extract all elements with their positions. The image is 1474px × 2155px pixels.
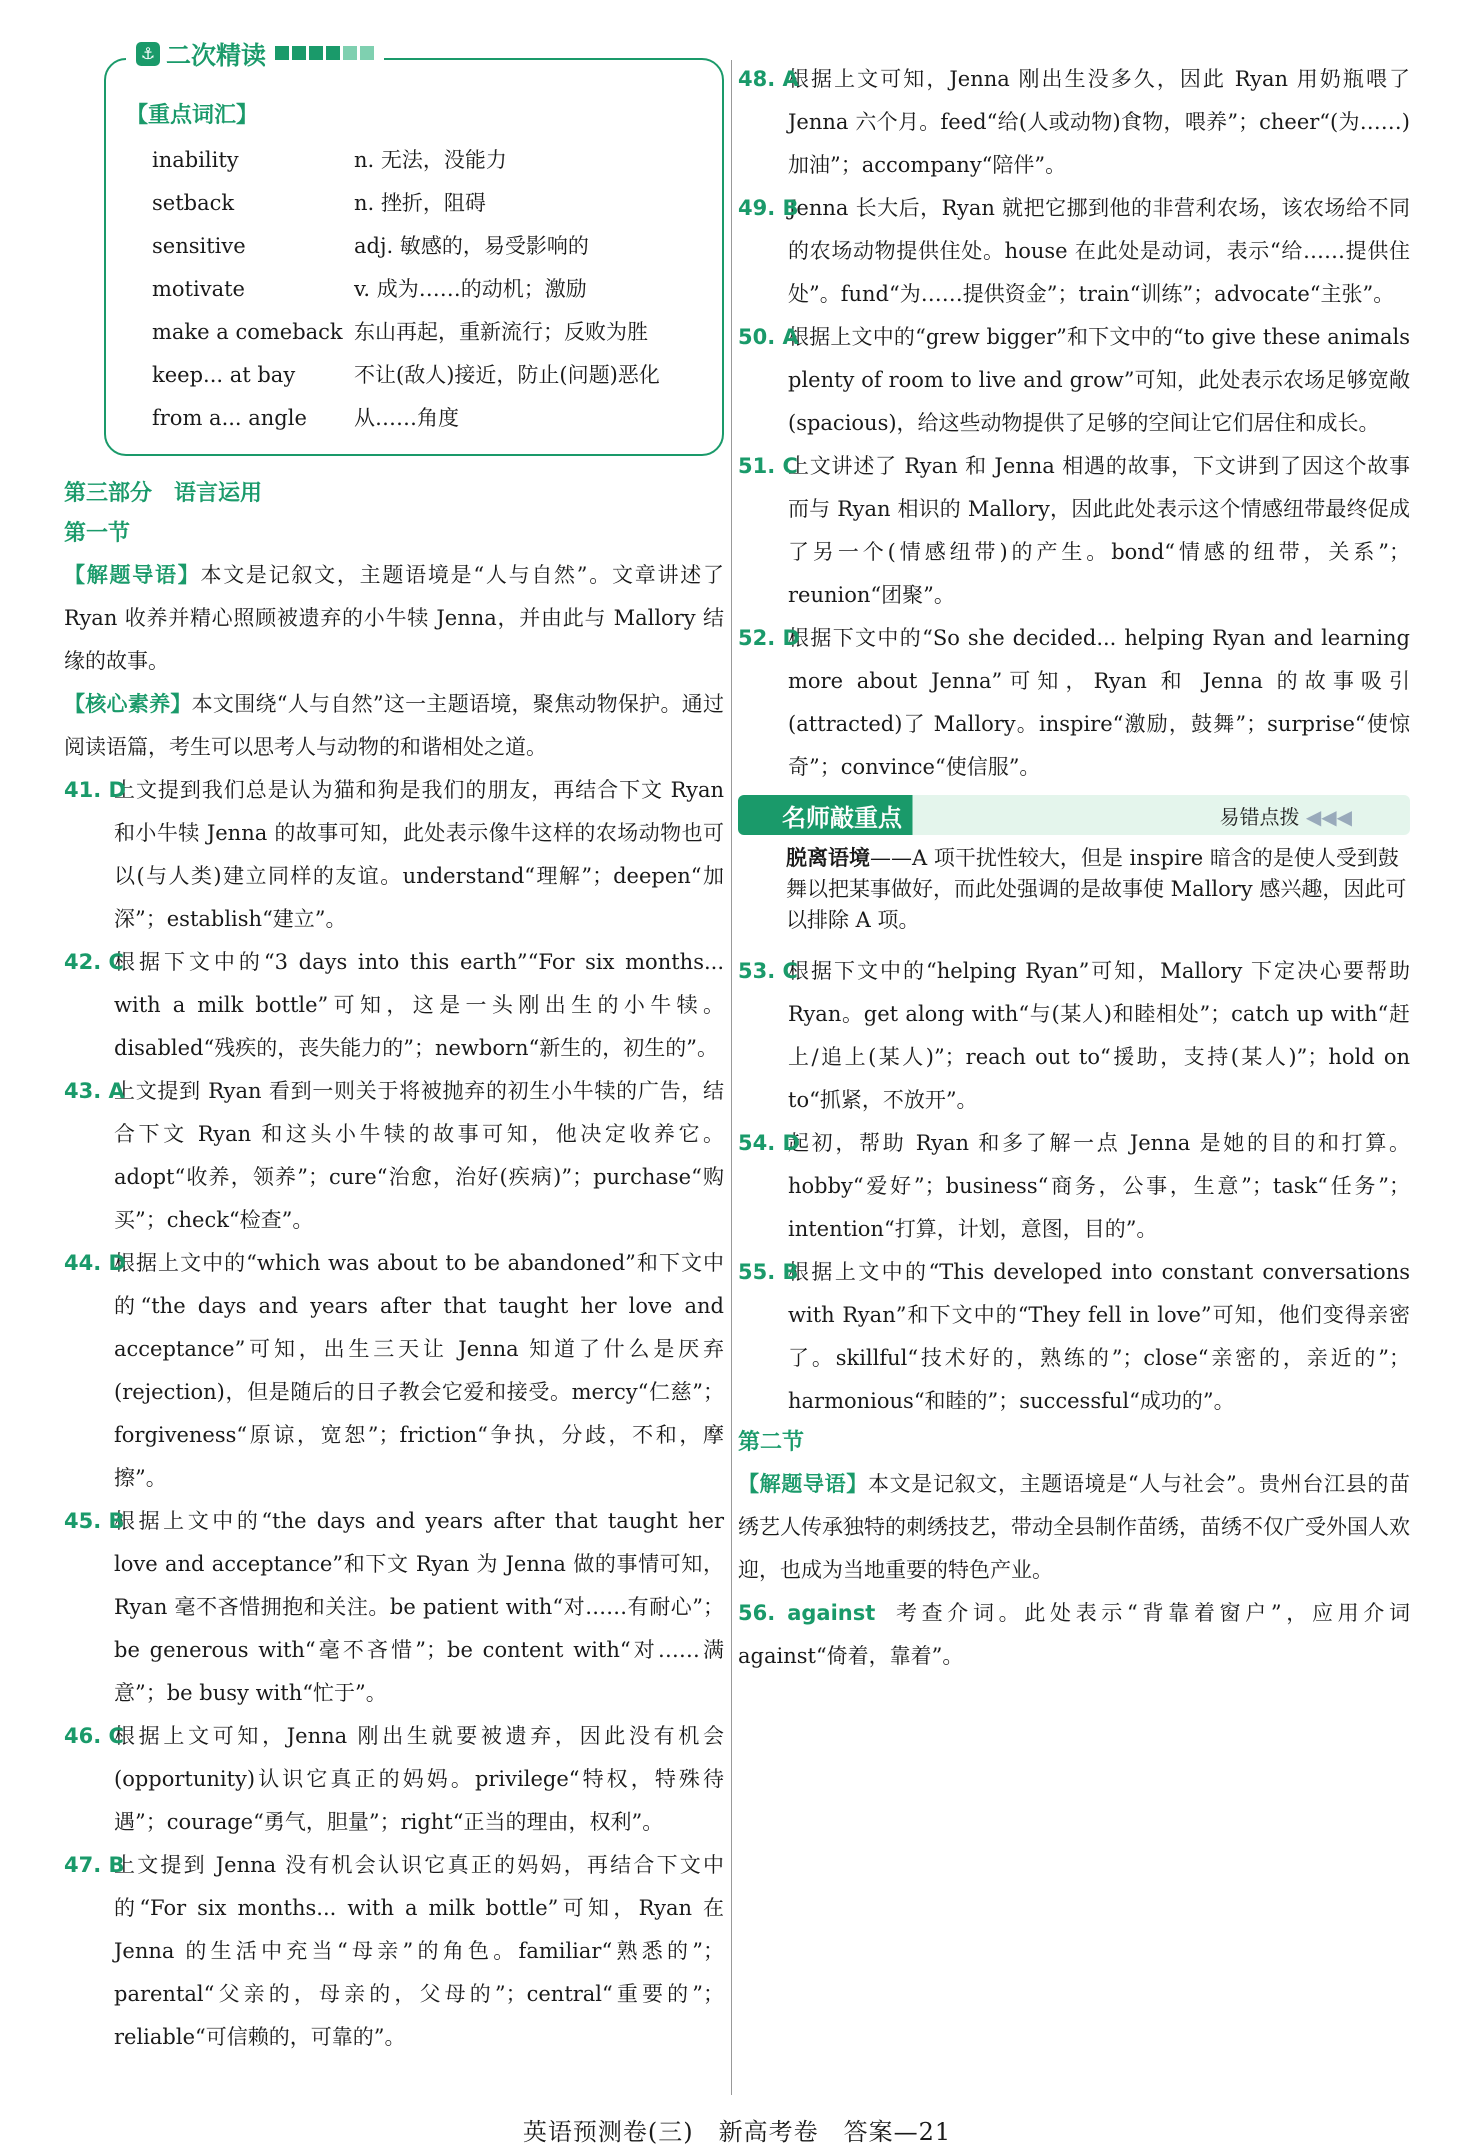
answer-item: 47. B 上文提到 Jenna 没有机会认识它真正的妈妈，再结合下文中的“For six months... with a milk bottle”可知，Ryan 在 Jenna 的生活中充当“母亲”的角色。familiar“熟悉的”；parental“父亲的，母亲的，父母的”；central“重要的”；reliable“可信赖的，可靠的”。 bbox=[64, 1853, 724, 2049]
answer-item: 55. B 根据上文中的“This developed into constant conversations with Ryan”和下文中的“They fell in love”可知，他们变得亲密了。skillful“技术好的，熟练的”；close“亲密的，亲近的”；harmonious“和睦的”；successful“成功的”。 bbox=[738, 1260, 1410, 1413]
answer-item: 45. B 根据上文中的“the days and years after that taught her love and acceptance”和下文 Ryan 为 Jenna 做的事情可知，Ryan 毫不吝惜拥抱和关注。be patient with“对……有耐心”；be generous with“毫不吝惜”；be content with“对……满意”；be busy with“忙于”。 bbox=[64, 1509, 724, 1705]
box-title: ⚓ 二次精读 bbox=[126, 36, 384, 72]
section-title: 第二节 bbox=[738, 1430, 805, 1455]
core-paragraph: 【核心素养】本文围绕“人与自然”这一主题语境，聚焦动物保护。通过阅读语篇，考生可以思考人与动物的和谐相处之道。 bbox=[64, 692, 724, 759]
vocab-row: from a... angle 从……角度 bbox=[152, 406, 459, 430]
answer-item: 51. C 上文讲述了 Ryan 和 Jenna 相遇的故事，下文讲到了因这个故事而与 Ryan 相识的 Mallory，因此此处表示这个情感纽带最终促成了另一个(情感纽带)的产生。bond“情感的纽带，关系”；reunion“团聚”。 bbox=[738, 454, 1410, 607]
vocab-tag: 【重点词汇】 bbox=[126, 103, 259, 128]
guide-paragraph: 【解题导语】本文是记叙文，主题语境是“人与自然”。文章讲述了 Ryan 收养并精心照顾被遗弃的小牛犊 Jenna，并由此与 Mallory 结缘的故事。 bbox=[64, 563, 724, 673]
answer-item: 44. D 根据上文中的“which was about to be abandoned”和下文中的“the days and years after that taught her love and acceptance”可知，出生三天让 Jenna 知道了什么是厌弃(rejection)，但是随后的日子教会它爱和接受。mercy“仁慈”；forgiveness“原谅，宽恕”；friction“争执，分歧，不和，摩擦”。 bbox=[64, 1251, 724, 1490]
vocab-list bbox=[152, 139, 702, 440]
vocab-row: motivate v. 成为……的动机；激励 bbox=[152, 277, 587, 301]
vocab-row: sensitive adj. 敏感的，易受影响的 bbox=[152, 234, 589, 258]
decor-squares-icon bbox=[272, 45, 374, 64]
answer-item: 48. A 根据上文可知，Jenna 刚出生没多久，因此 Ryan 用奶瓶喂了 Jenna 六个月。feed“给(人或动物)食物，喂养”；cheer“(为……)加油”；accompany“陪伴”。 bbox=[738, 67, 1410, 177]
tip-paragraph: 脱离语境——A 项干扰性较大，但是 inspire 暗含的是使人受到鼓舞以把某事做好，而此处强调的是故事使 Mallory 感兴趣，因此可以排除 A 项。 bbox=[786, 846, 1407, 932]
vocab-row: make a comeback 东山再起，重新流行；反败为胜 bbox=[152, 320, 648, 344]
answer-item: 41. D 上文提到我们总是认为猫和狗是我们的朋友，再结合下文 Ryan 和小牛犊 Jenna 的故事可知，此处表示像牛这样的农场动物也可以(与人类)建立同样的友谊。understand“理解”；deepen“加深”；establish“建立”。 bbox=[64, 778, 724, 931]
right-column bbox=[738, 58, 1410, 1678]
teacher-tip-banner bbox=[738, 795, 1410, 835]
vocab-row: setback n. 挫折，阻碍 bbox=[152, 191, 486, 215]
part-title: 第三部分 语言运用 bbox=[64, 481, 263, 506]
page-footer: 英语预测卷(三) 新高考卷 答案—21 bbox=[522, 2118, 952, 2146]
answer-item: 50. A 根据上文中的“grew bigger”和下文中的“to give these animals plenty of room to live and grow”可知，此处表示农场足够宽敞(spacious)，给这些动物提供了足够的空间让它们居住和成长。 bbox=[738, 325, 1410, 435]
answer-item: 46. C 根据上文可知，Jenna 刚出生就要被遗弃，因此没有机会(opportunity)认识它真正的妈妈。privilege“特权，特殊待遇”；courage“勇气，胆量”；right“正当的理由，权利”。 bbox=[64, 1724, 724, 1834]
vocab-box bbox=[104, 41, 724, 456]
answer-item: 43. A 上文提到 Ryan 看到一则关于将被抛弃的初生小牛犊的广告，结合下文 Ryan 和这头小牛犊的故事可知，他决定收养它。adopt“收养，领养”；cure“治愈，治好(疾病)”；purchase“购买”；check“检查”。 bbox=[64, 1079, 724, 1232]
triple-arrow-icon: ◀◀◀ bbox=[1305, 804, 1352, 829]
section-title: 第一节 bbox=[64, 521, 131, 546]
answer-item: 49. B Jenna 长大后，Ryan 就把它挪到他的非营利农场，该农场给不同的农场动物提供住处。house 在此处是动词，表示“给……提供住处”。fund“为……提供资金”；train“训练”；advocate“主张”。 bbox=[738, 196, 1410, 306]
vocab-row: inability n. 无法，没能力 bbox=[152, 148, 507, 172]
answer-item: 52. D 根据下文中的“So she decided... helping Ryan and learning more about Jenna”可知，Ryan 和 Jenna 的故事吸引(attracted)了 Mallory。inspire“激励，鼓舞”；surprise“使惊奇”；convince“使信服”。 bbox=[738, 626, 1410, 779]
guide-paragraph: 【解题导语】本文是记叙文，主题语境是“人与社会”。贵州台江县的苗绣艺人传承独特的刺绣技艺，带动全县制作苗绣，苗绣不仅广受外国人欢迎，也成为当地重要的特色产业。 bbox=[738, 1472, 1410, 1582]
answer-item: 54. D 起初，帮助 Ryan 和多了解一点 Jenna 是她的目的和打算。hobby“爱好”；business“商务，公事，生意”；task“任务”；intention“打算，计划，意图，目的”。 bbox=[738, 1131, 1410, 1241]
answer-item: 56. against 考查介词。此处表示“背靠着窗户”，应用介词 against“倚着，靠着”。 bbox=[738, 1601, 1410, 1668]
vocab-row: keep... at bay 不让(敌人)接近，防止(问题)恶化 bbox=[152, 363, 660, 387]
reading-icon: ⚓ bbox=[136, 42, 160, 66]
left-column bbox=[64, 41, 724, 2059]
column-divider bbox=[731, 60, 732, 2095]
answer-item: 53. C 根据下文中的“helping Ryan”可知，Mallory 下定决心要帮助 Ryan。get along with“与(某人)和睦相处”；catch up with“赶上/追上(某人)”；reach out to“援助，支持(某人)”；hold on to“抓紧，不放开”。 bbox=[738, 959, 1410, 1112]
banner-subtitle: 易错点拨 ◀◀◀ bbox=[1219, 804, 1352, 829]
answer-item: 42. C 根据下文中的“3 days into this earth”“For six months... with a milk bottle”可知，这是一头刚出生的小牛犊。disabled“残疾的，丧失能力的”；newborn“新生的，初生的”。 bbox=[64, 950, 724, 1060]
banner-title: 名师敲重点 bbox=[782, 803, 902, 832]
